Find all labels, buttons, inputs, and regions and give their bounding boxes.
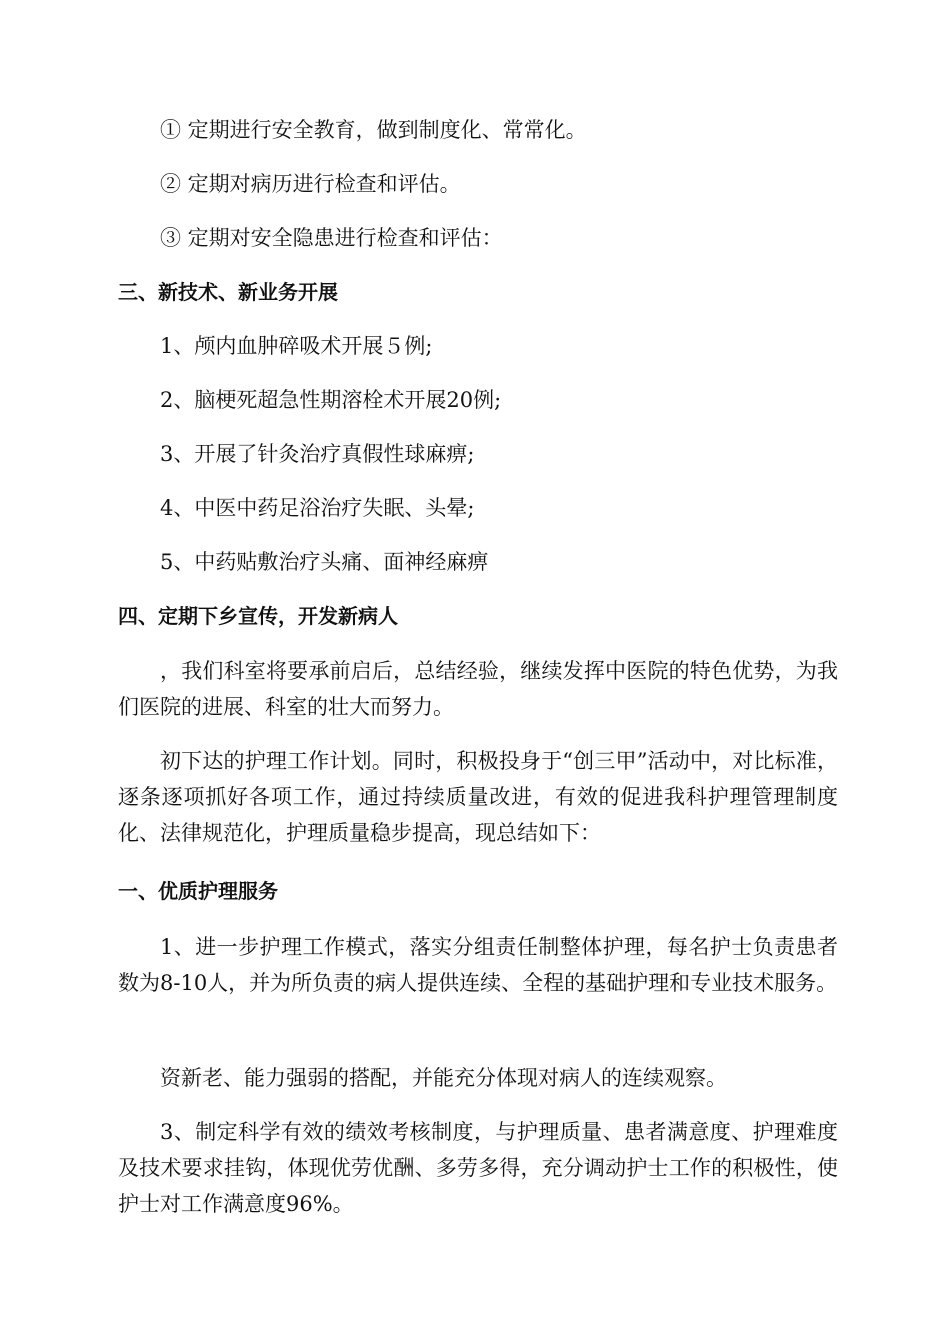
list-item: 5、中药贴敷治疗头痛、面神经麻痹	[160, 550, 489, 574]
list-item: 3、开展了针灸治疗真假性球麻痹;	[160, 442, 475, 466]
list-item: ① 定期进行安全教育，做到制度化、常常化。	[160, 118, 587, 142]
paragraph: 资新老、能力强弱的搭配，并能充分体现对病人的连续观察。	[160, 1066, 727, 1090]
section-heading: 四、定期下乡宣传，开发新病人	[118, 604, 398, 628]
section-heading: 三、新技术、新业务开展	[118, 280, 338, 304]
paragraph: 初下达的护理工作计划。同时，积极投身于“创三甲”活动中，对比标准，逐条逐项抓好各项工作，通过持续质量改进，有效的促进我科护理管理制度化、法律规范化，护理质量稳步提高，现总结如下：	[118, 749, 838, 845]
list-item: 1、颅内血肿碎吸术开展５例;	[160, 334, 433, 358]
list-item: ② 定期对病历进行检查和评估。	[160, 172, 461, 196]
list-item: 2、脑梗死超急性期溶栓术开展20例;	[160, 388, 502, 412]
section-heading: 一、优质护理服务	[118, 879, 278, 903]
list-item: 4、中医中药足浴治疗失眠、头晕;	[160, 496, 475, 520]
list-item: ③ 定期对安全隐患进行检查和评估：	[160, 226, 503, 250]
paragraph: 3、制定科学有效的绩效考核制度，与护理质量、患者满意度、护理难度及技术要求挂钩，体现优劳优酬、多劳多得，充分调动护士工作的积极性，使护士对工作满意度96%。	[118, 1120, 838, 1216]
paragraph: 1、进一步护理工作模式，落实分组责任制整体护理，每名护士负责患者数为8-10人，并为所负责的病人提供连续、全程的基础护理和专业技术服务。	[118, 935, 838, 995]
paragraph: ，我们科室将要承前启后，总结经验，继续发挥中医院的特色优势，为我们医院的进展、科室的壮大而努力。	[118, 659, 838, 719]
